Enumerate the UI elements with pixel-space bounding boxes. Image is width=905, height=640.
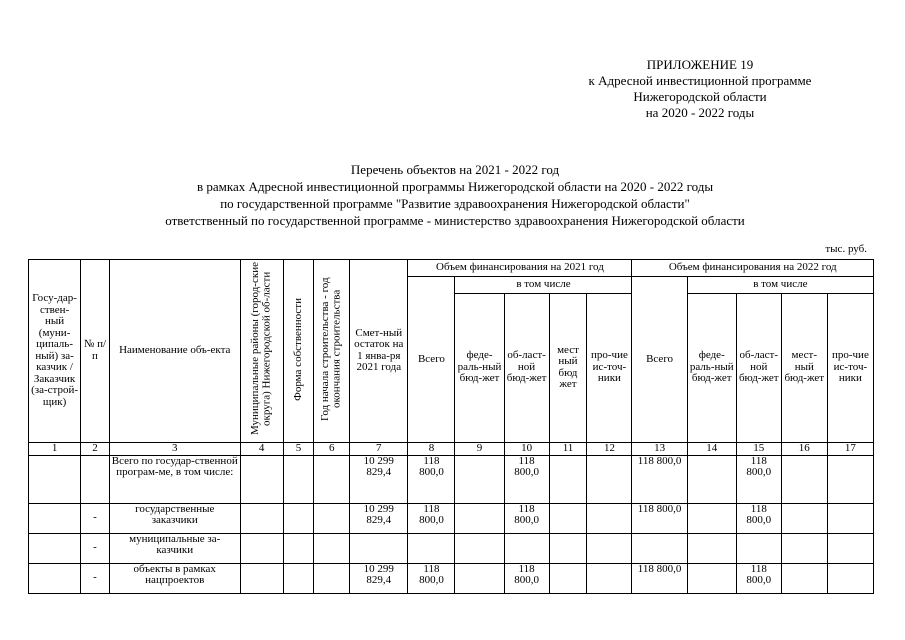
cell-federal-2021 <box>455 455 504 503</box>
header-districts <box>240 260 283 443</box>
cell-federal-2022 <box>687 563 736 593</box>
header-federal-2021: феде-раль-ный бюд-жет <box>455 293 504 442</box>
title-line: по государственной программе "Развитие здравоохранения Нижегородской области" <box>220 196 690 211</box>
cell-years <box>314 563 350 593</box>
cell-estimate: 10 299 829,4 <box>350 455 408 503</box>
cell-estimate: 10 299 829,4 <box>350 563 408 593</box>
cell-other-2021 <box>587 455 632 503</box>
column-number: 7 <box>350 442 408 455</box>
cell-years <box>314 503 350 533</box>
cell-customer <box>29 533 81 563</box>
column-number: 16 <box>781 442 827 455</box>
header-local-2021: мест ный бюд жет <box>549 293 587 442</box>
column-number: 15 <box>736 442 781 455</box>
column-number: 14 <box>687 442 736 455</box>
title-line: в рамках Адресной инвестиционной программы Нижегородской области на 2020 - 2022 годы <box>196 179 714 194</box>
cell-districts <box>240 563 283 593</box>
cell-customer <box>29 455 81 503</box>
column-number: 13 <box>632 442 687 455</box>
cell-total-2021: 118 800,0 <box>408 455 455 503</box>
column-number: 4 <box>240 442 283 455</box>
cell-federal-2022 <box>687 455 736 503</box>
header-federal-2022: феде-раль-ный бюд-жет <box>687 293 736 442</box>
header-including-2022: в том числе <box>687 277 873 294</box>
cell-years <box>314 455 350 503</box>
appendix-line: к Адресной инвестиционной программе <box>588 73 812 88</box>
cell-other-2021 <box>587 503 632 533</box>
column-number: 3 <box>109 442 240 455</box>
header-including-2021: в том числе <box>455 277 632 294</box>
cell-regional-2022: 118 800,0 <box>736 455 781 503</box>
column-number: 2 <box>81 442 110 455</box>
document-title <box>60 161 850 229</box>
header-years <box>314 260 350 443</box>
cell-number: - <box>81 563 110 593</box>
cell-object-name: муниципальные за-казчики <box>109 533 240 563</box>
cell-total-2022: 118 800,0 <box>632 455 687 503</box>
cell-ownership <box>283 455 314 503</box>
appendix-line: Нижегородской области <box>633 89 767 104</box>
cell-regional-2021: 118 800,0 <box>504 563 549 593</box>
cell-total-2021 <box>408 533 455 563</box>
header-fin-2021: Объем финансирования на 2021 год <box>408 260 632 277</box>
cell-regional-2021: 118 800,0 <box>504 455 549 503</box>
column-number: 6 <box>314 442 350 455</box>
column-number: 1 <box>29 442 81 455</box>
cell-federal-2021 <box>455 563 504 593</box>
cell-total-2022 <box>632 533 687 563</box>
header-customer: Госу-дар-ствен-ный (муни-ципаль-ный) за-казчик / Заказчик (за-строй-щик) <box>29 260 81 443</box>
cell-federal-2022 <box>687 503 736 533</box>
title-line: ответственный по государственной программе - министерство здравоохранения Нижегородской области <box>165 213 745 228</box>
cell-customer <box>29 503 81 533</box>
cell-federal-2021 <box>455 503 504 533</box>
header-total-2022: Всего <box>632 277 687 443</box>
cell-districts <box>240 503 283 533</box>
cell-customer <box>29 563 81 593</box>
objects-table <box>28 259 874 594</box>
column-numbers-row <box>29 442 874 455</box>
column-number: 11 <box>549 442 587 455</box>
cell-other-2022 <box>827 455 873 503</box>
header-other-2022: про-чие ис-точ-ники <box>827 293 873 442</box>
header-total-2021: Всего <box>408 277 455 443</box>
header-regional-2022: об-ласт-ной бюд-жет <box>736 293 781 442</box>
column-number: 9 <box>455 442 504 455</box>
header-local-2022: мест-ный бюд-жет <box>781 293 827 442</box>
cell-object-name: Всего по государ-ственной програм-ме, в том числе: <box>109 455 240 503</box>
cell-ownership <box>283 533 314 563</box>
cell-number: - <box>81 503 110 533</box>
cell-ownership <box>283 503 314 533</box>
cell-local-2022 <box>781 563 827 593</box>
table-row <box>29 503 874 533</box>
header-object-name: Наименование объ-екта <box>109 260 240 443</box>
column-number: 10 <box>504 442 549 455</box>
appendix-line: на 2020 - 2022 годы <box>645 105 755 120</box>
cell-estimate <box>350 533 408 563</box>
cell-regional-2022: 118 800,0 <box>736 563 781 593</box>
cell-local-2022 <box>781 455 827 503</box>
header-estimate: Смет-ный остаток на 1 янва-ря 2021 года <box>350 260 408 443</box>
column-number: 8 <box>408 442 455 455</box>
cell-regional-2022 <box>736 533 781 563</box>
cell-total-2021: 118 800,0 <box>408 503 455 533</box>
cell-local-2022 <box>781 533 827 563</box>
cell-local-2021 <box>549 563 587 593</box>
cell-local-2022 <box>781 503 827 533</box>
header-regional-2021: об-ласт-ной бюд-жет <box>504 293 549 442</box>
cell-years <box>314 533 350 563</box>
cell-regional-2021: 118 800,0 <box>504 503 549 533</box>
column-number: 12 <box>587 442 632 455</box>
header-fin-2022: Объем финансирования на 2022 год <box>632 260 874 277</box>
column-number: 5 <box>283 442 314 455</box>
cell-total-2021: 118 800,0 <box>408 563 455 593</box>
cell-total-2022: 118 800,0 <box>632 563 687 593</box>
cell-regional-2021 <box>504 533 549 563</box>
cell-local-2021 <box>549 533 587 563</box>
table-row <box>29 563 874 593</box>
appendix-header <box>560 57 840 121</box>
cell-districts <box>240 455 283 503</box>
cell-ownership <box>283 563 314 593</box>
header-ownership <box>283 260 314 443</box>
header-ownership-text: Форма собственности <box>291 297 304 401</box>
cell-number: - <box>81 533 110 563</box>
cell-other-2022 <box>827 533 873 563</box>
cell-other-2021 <box>587 563 632 593</box>
cell-local-2021 <box>549 503 587 533</box>
cell-object-name: объекты в рамках нацпроектов <box>109 563 240 593</box>
cell-other-2022 <box>827 503 873 533</box>
cell-federal-2021 <box>455 533 504 563</box>
appendix-number: ПРИЛОЖЕНИЕ 19 <box>646 57 754 72</box>
header-number: № п/п <box>81 260 110 443</box>
cell-federal-2022 <box>687 533 736 563</box>
title-line: Перечень объектов на 2021 - 2022 год <box>350 162 560 177</box>
table-row <box>29 455 874 503</box>
header-years-text: Год начала строительства - год окончания строительства <box>319 277 343 421</box>
cell-districts <box>240 533 283 563</box>
header-other-2021: про-чие ис-точ-ники <box>587 293 632 442</box>
cell-other-2021 <box>587 533 632 563</box>
cell-object-name: государственные заказчики <box>109 503 240 533</box>
column-number: 17 <box>827 442 873 455</box>
cell-other-2022 <box>827 563 873 593</box>
cell-number <box>81 455 110 503</box>
units-label: тыс. руб. <box>825 243 867 255</box>
cell-local-2021 <box>549 455 587 503</box>
cell-regional-2022: 118 800,0 <box>736 503 781 533</box>
cell-total-2022: 118 800,0 <box>632 503 687 533</box>
table-row <box>29 533 874 563</box>
header-districts-text: Муниципальные районы (город-ские округа) Нижегородской об-ласти <box>249 262 273 436</box>
cell-estimate: 10 299 829,4 <box>350 503 408 533</box>
